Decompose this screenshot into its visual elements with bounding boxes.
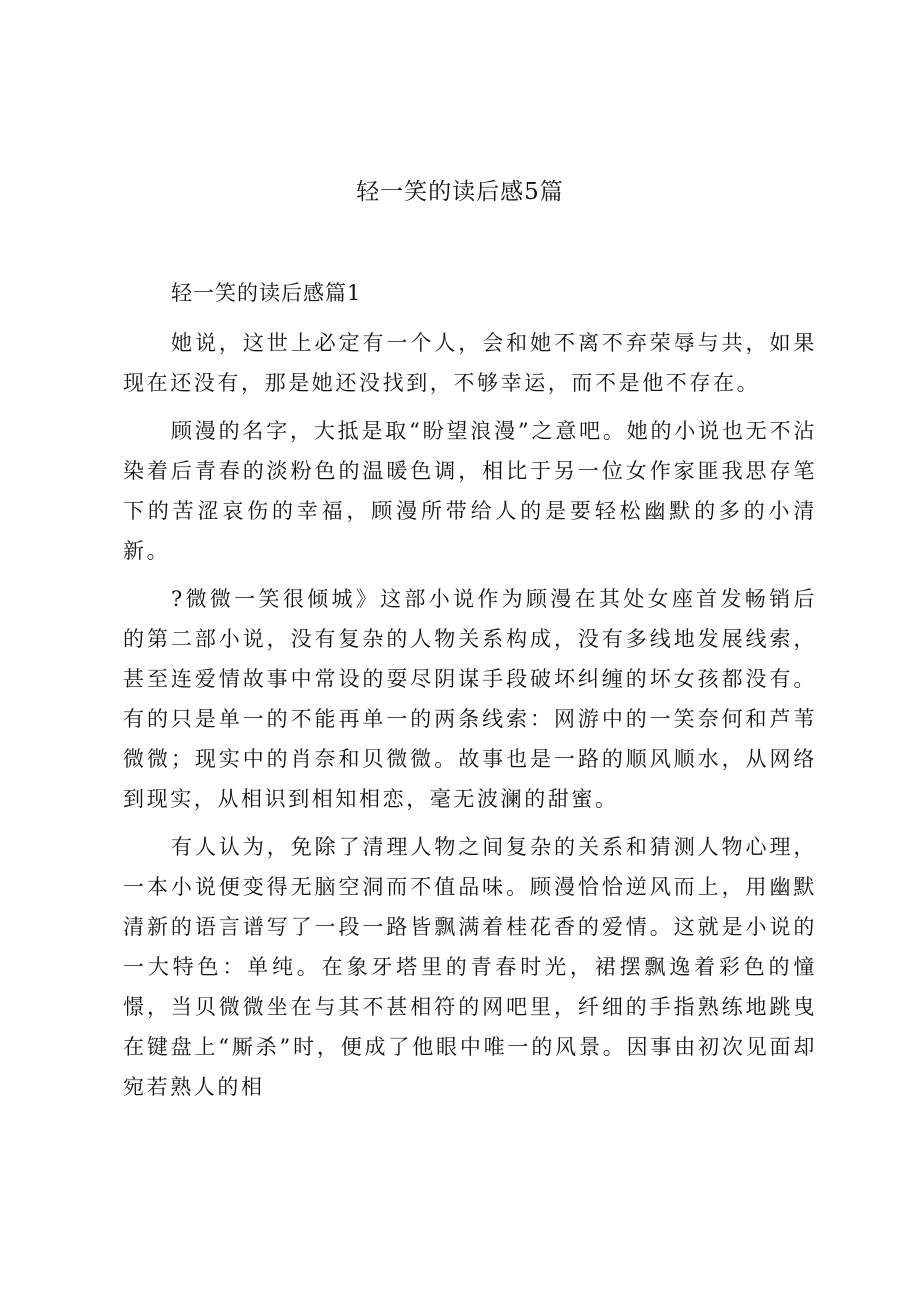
document-title: 轻一笑的读后感5篇 <box>356 179 564 205</box>
paragraph: 她说，这世上必定有一个人，会和她不离不弃荣辱与共，如果现在还没有，那是她还没找到，不够幸运，而不是他不存在。 <box>123 331 817 395</box>
paragraph: ?微微一笑很倾城》这部小说作为顾漫在其处女座首发畅销后的第二部小说，没有复杂的人物关系构成，没有多线地发展线索，甚至连爱情故事中常设的耍尽阴谋手段破坏纠缠的坏女孩都没有。有的只是单一的不能再单一的两条线索：网游中的一笑奈何和芦苇微微；现实中的肖奈和贝微微。故事也是一路的顺风顺水，从网络到现实，从相识到相知相恋，毫无波澜的甜蜜。 <box>123 587 817 811</box>
paragraph: 有人认为，免除了清理人物之间复杂的关系和猜测人物心理，一本小说便变得无脑空洞而不值品味。顾漫恰恰逆风而上，用幽默清新的语言谱写了一段一路皆飘满着桂花香的爱情。这就是小说的一大特色：单纯。在象牙塔里的青春时光，裙摆飘逸着彩色的憧憬，当贝微微坐在与其不甚相符的网吧里，纤细的手指熟练地跳曳在键盘上“厮杀”时，便成了他眼中唯一的风景。因事由初次见面却宛若熟人的相 <box>123 835 817 1099</box>
section-heading: 轻一笑的读后感篇1 <box>171 281 362 305</box>
document-body <box>123 273 817 1107</box>
paragraph: 顾漫的名字，大抵是取“盼望浪漫”之意吧。她的小说也无不沾染着后青春的淡粉色的温暖色调，相比于另一位女作家匪我思存笔下的苦涩哀伤的幸福，顾漫所带给人的是要轻松幽默的多的小清新。 <box>123 419 817 563</box>
